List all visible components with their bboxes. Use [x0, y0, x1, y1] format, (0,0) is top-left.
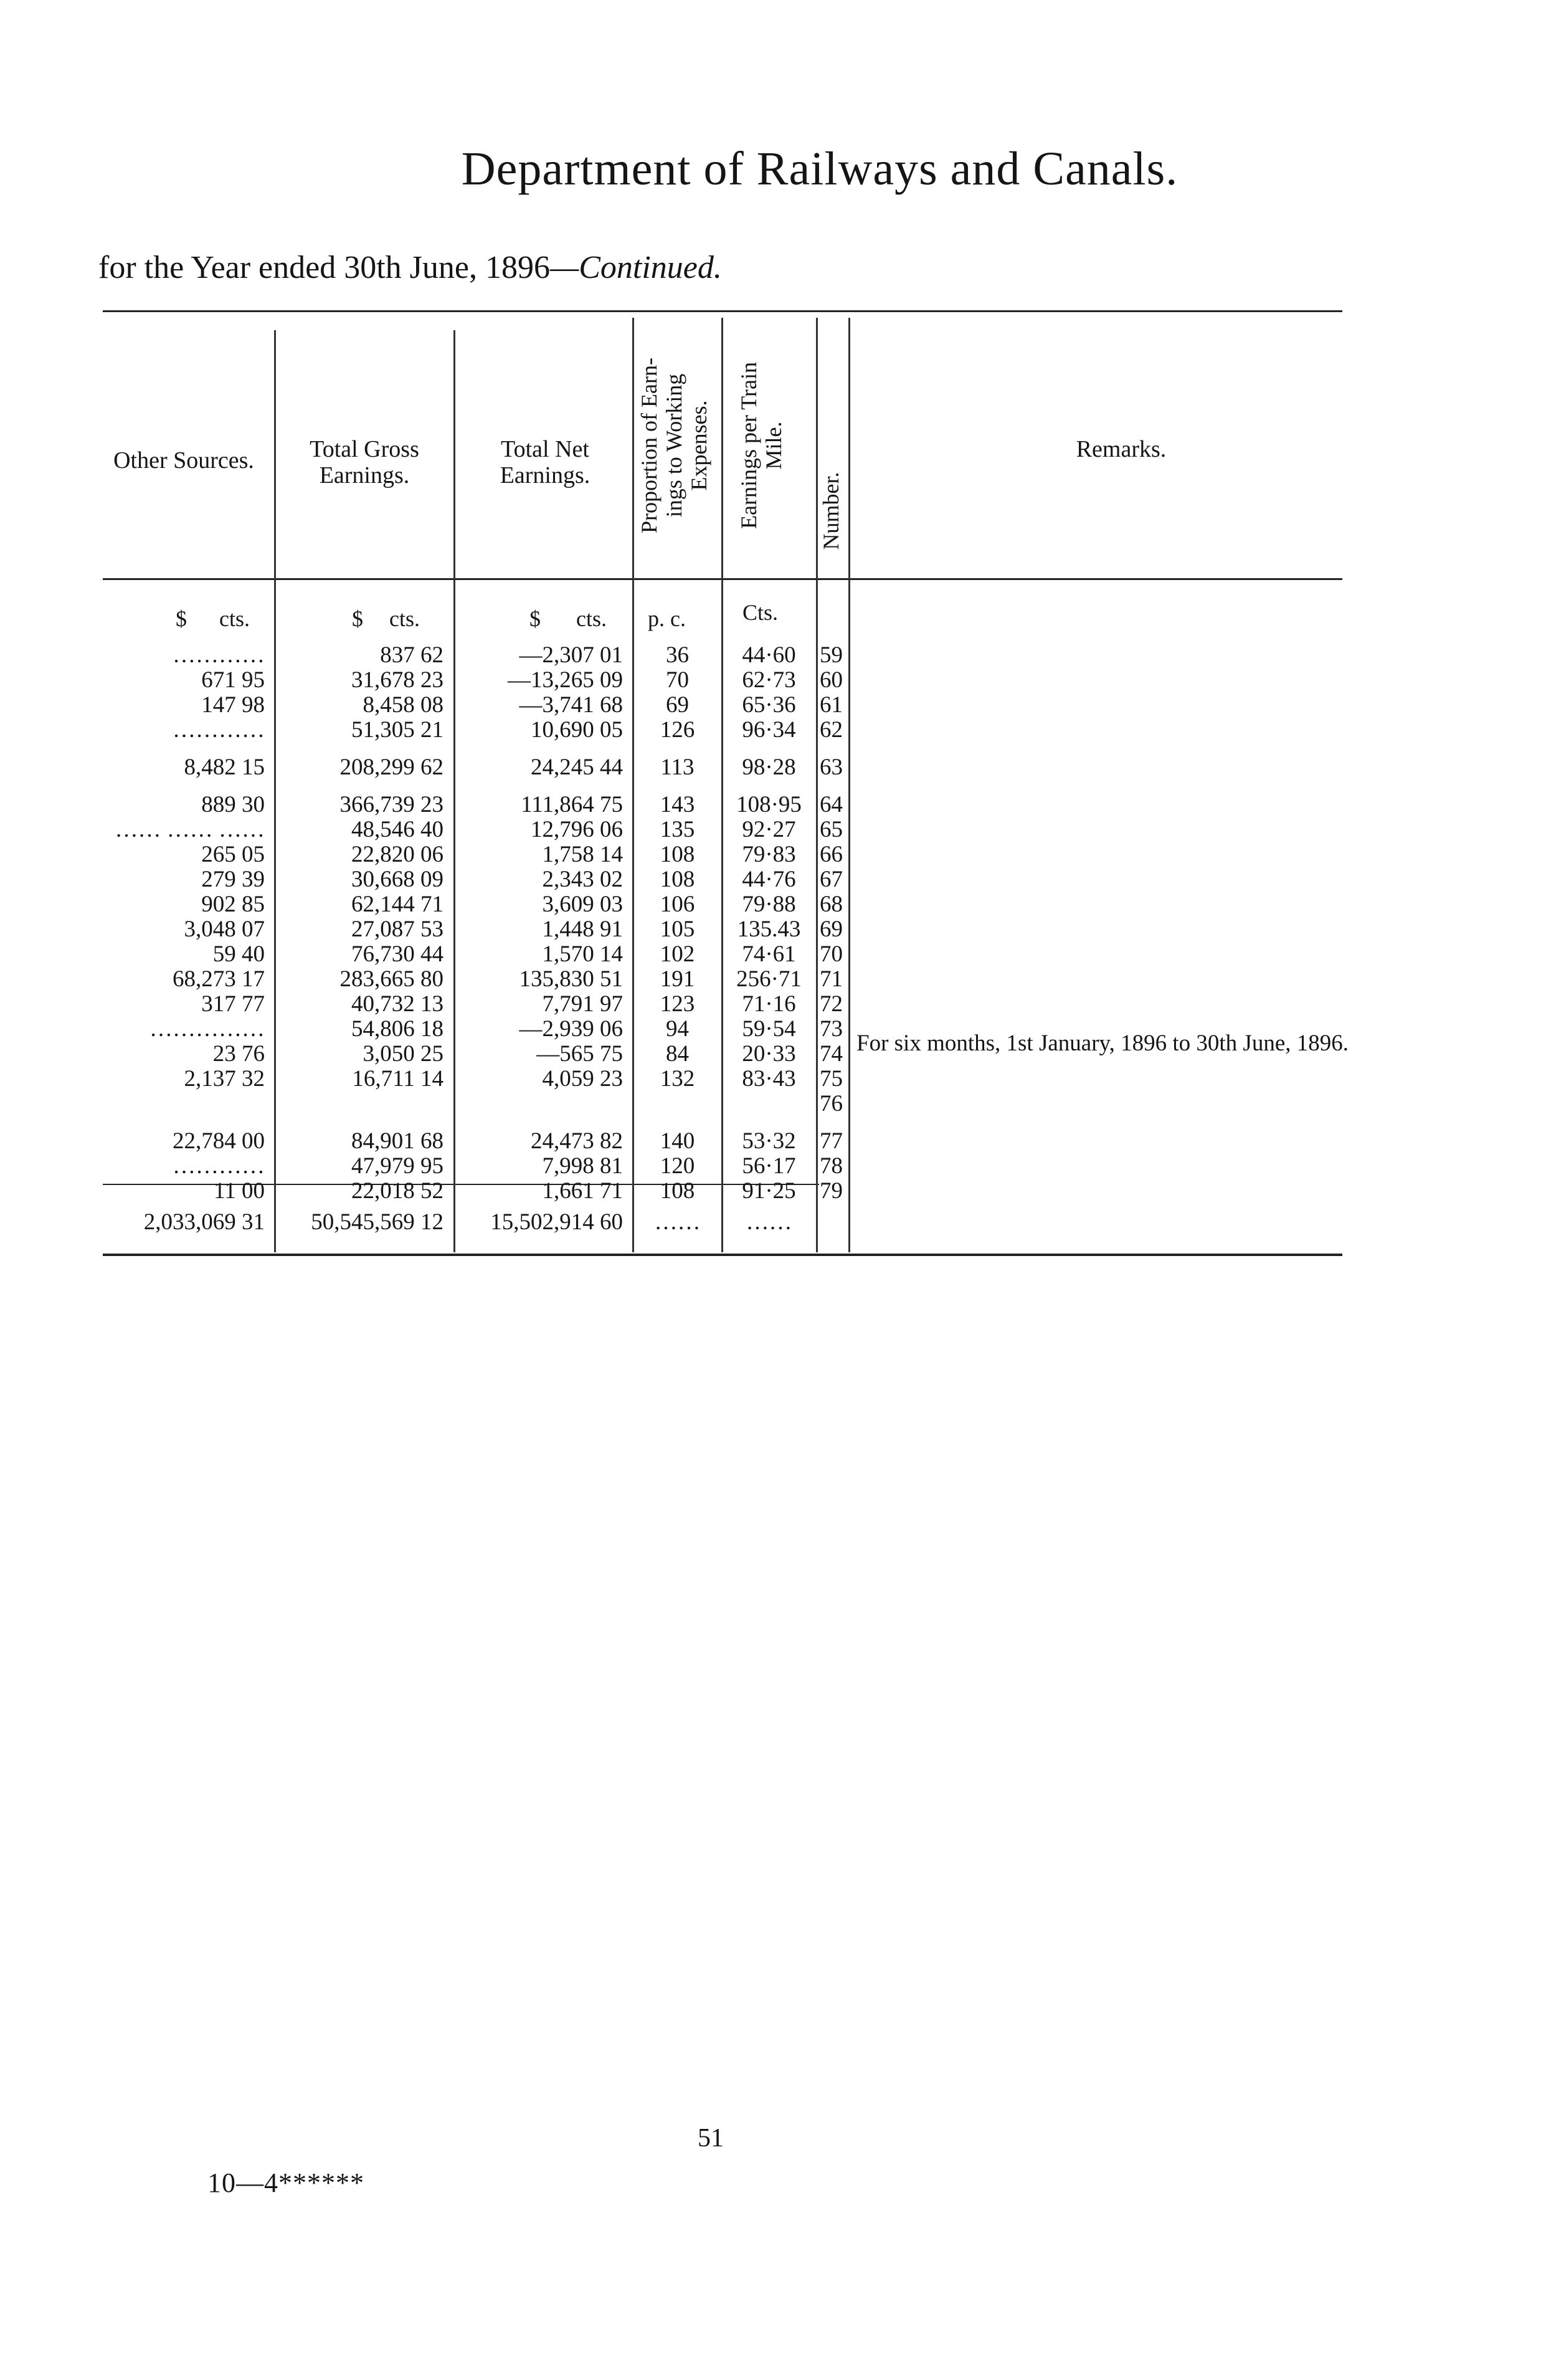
- table-cell-mile: 56·17: [742, 1153, 796, 1179]
- table-cell-net: 24,473 82: [531, 1128, 623, 1154]
- header-per-train-mile-line: Earnings per Train: [736, 362, 761, 529]
- header-remarks: Remarks.: [1076, 436, 1167, 462]
- table-cell-net: 1,758 14: [542, 842, 623, 867]
- table-cell-gross: 16,711 14: [352, 1066, 443, 1092]
- header-proportion-line: ings to Working: [662, 373, 686, 518]
- table-cell-mile: 20·33: [742, 1041, 796, 1067]
- table-cell-net: 4,059 23: [542, 1066, 623, 1092]
- table-cell-num: 61: [820, 692, 843, 718]
- unit-gross-cts: cts.: [389, 606, 420, 631]
- unit-cents: Cts.: [742, 600, 779, 625]
- table-cell-other: 147 98: [201, 692, 265, 718]
- table-cell-num: 78: [820, 1153, 843, 1179]
- table-cell-net: —565 75: [536, 1041, 623, 1067]
- column-total-net: [461, 642, 623, 1204]
- table-cell-gross: 76,730 44: [351, 941, 443, 967]
- subtitle-continued: —Continued.: [549, 250, 722, 285]
- page-subtitle: [98, 249, 722, 286]
- table-cell-num: 72: [820, 991, 843, 1017]
- subtitle-main: for the Year ended 30th June, 1896: [98, 250, 550, 285]
- table-cell-num: 79: [820, 1178, 843, 1204]
- table-cell-mile: 59·54: [742, 1016, 796, 1042]
- table-cell-other: …………: [173, 642, 265, 668]
- unit-other-cts: cts.: [219, 606, 250, 631]
- table-cell-pc: 36: [666, 642, 689, 668]
- total-value: 2,033,069 31: [143, 1209, 265, 1235]
- table-cell-num: 74: [820, 1041, 843, 1067]
- table-cell-gross: 208,299 62: [339, 754, 443, 780]
- table-cell-net: —3,741 68: [519, 692, 623, 718]
- table-cell-other: 279 39: [201, 867, 265, 892]
- remarks-note: For six months, 1st January, 1896 to 30th June, 1896.: [856, 1031, 1349, 1056]
- table-cell-pc: 140: [660, 1128, 695, 1154]
- table-cell-net: —2,939 06: [519, 1016, 623, 1042]
- table-cell-other: 3,048 07: [184, 916, 265, 942]
- table-top-rule: [103, 310, 1342, 312]
- printer-signature: 10—4******: [207, 2168, 364, 2198]
- total-value: ……: [654, 1209, 701, 1235]
- column-per-train-mile: [724, 642, 814, 1204]
- unit-gross-dollar: $: [352, 606, 363, 631]
- unit-net-cts: cts.: [576, 606, 607, 631]
- table-cell-other: 902 85: [201, 892, 265, 917]
- table-cell-num: 71: [820, 966, 843, 992]
- column-number: [820, 642, 851, 1204]
- table-cell-pc: 108: [660, 867, 695, 892]
- table-cell-num: 68: [820, 892, 843, 917]
- column-divider: [816, 318, 818, 1252]
- column-other-sources: [93, 642, 265, 1204]
- table-cell-mile: 71·16: [742, 991, 796, 1017]
- header-proportion-line: Proportion of Earn-: [637, 358, 662, 533]
- table-cell-pc: 69: [666, 692, 689, 718]
- table-cell-gross: 8,458 08: [363, 692, 443, 718]
- table-cell-pc: 84: [666, 1041, 689, 1067]
- table-cell-num: 59: [820, 642, 843, 668]
- table-cell-num: 64: [820, 792, 843, 817]
- table-cell-gross: 366,739 23: [339, 792, 443, 817]
- header-per-train-mile-line: Mile.: [761, 421, 786, 470]
- table-cell-pc: 108: [660, 1178, 695, 1204]
- table-cell-mile: 108·95: [736, 792, 802, 817]
- table-cell-pc: 102: [660, 941, 695, 967]
- table-cell-gross: 283,665 80: [339, 966, 443, 992]
- table-cell-mile: 79·88: [742, 892, 796, 917]
- table-cell-num: 75: [820, 1066, 843, 1092]
- table-cell-other: 23 76: [212, 1041, 265, 1067]
- table-cell-mile: 96·34: [742, 717, 796, 743]
- table-cell-num: 77: [820, 1128, 843, 1154]
- unit-net-dollar: $: [529, 606, 541, 631]
- table-cell-pc: 105: [660, 916, 695, 942]
- table-cell-gross: 837 62: [380, 642, 443, 668]
- table-cell-gross: 3,050 25: [363, 1041, 443, 1067]
- table-cell-pc: 106: [660, 892, 695, 917]
- table-cell-mile: 53·32: [742, 1128, 796, 1154]
- table-cell-gross: 51,305 21: [351, 717, 443, 743]
- table-cell-gross: 22,018 52: [351, 1178, 443, 1204]
- table-cell-num: 73: [820, 1016, 843, 1042]
- table-cell-net: —2,307 01: [519, 642, 623, 668]
- table-bottom-rule: [103, 1254, 1342, 1256]
- table-cell-mile: 92·27: [742, 817, 796, 842]
- table-cell-pc: 126: [660, 717, 695, 743]
- header-other-sources: Other Sources.: [113, 447, 254, 474]
- table-cell-mile: 256·71: [736, 966, 802, 992]
- table-cell-pc: 70: [666, 667, 689, 693]
- table-cell-pc: 94: [666, 1016, 689, 1042]
- column-total-gross: [280, 642, 443, 1204]
- table-cell-pc: 113: [660, 754, 695, 780]
- table-cell-net: 1,661 71: [542, 1178, 623, 1204]
- table-cell-other: 11 00: [214, 1178, 265, 1204]
- table-cell-other: 8,482 15: [184, 754, 265, 780]
- table-cell-net: 111,864 75: [521, 792, 623, 817]
- page-title: Department of Railways and Canals.: [461, 143, 1178, 195]
- table-cell-other: 2,137 32: [184, 1066, 265, 1092]
- table-cell-other: …… …… ……: [115, 817, 265, 842]
- table-cell-num: 62: [820, 717, 843, 743]
- table-cell-net: 135,830 51: [519, 966, 623, 992]
- table-cell-net: 1,448 91: [542, 916, 623, 942]
- table-cell-net: 24,245 44: [531, 754, 623, 780]
- table-cell-num: 67: [820, 867, 843, 892]
- table-cell-gross: 31,678 23: [351, 667, 443, 693]
- table-cell-pc: 123: [660, 991, 695, 1017]
- table-cell-pc: 132: [660, 1066, 695, 1092]
- table-cell-other: 68,273 17: [173, 966, 265, 992]
- table-cell-other: 59 40: [212, 941, 265, 967]
- table-cell-gross: 27,087 53: [351, 916, 443, 942]
- table-cell-mile: 44·60: [742, 642, 796, 668]
- table-cell-net: 7,998 81: [542, 1153, 623, 1179]
- total-value: 15,502,914 60: [490, 1209, 623, 1235]
- table-cell-pc: 135: [660, 817, 695, 842]
- table-cell-net: —13,265 09: [508, 667, 623, 693]
- table-cell-num: 63: [820, 754, 843, 780]
- table-cell-mile: 79·83: [742, 842, 796, 867]
- table-cell-mile: 62·73: [742, 667, 796, 693]
- table-cell-other: 889 30: [201, 792, 265, 817]
- table-cell-other: 22,784 00: [173, 1128, 265, 1154]
- table-cell-num: 65: [820, 817, 843, 842]
- header-number: Number.: [818, 472, 843, 550]
- table-cell-net: 3,609 03: [542, 892, 623, 917]
- table-cell-other: 317 77: [201, 991, 265, 1017]
- table-cell-gross: 22,820 06: [351, 842, 443, 867]
- table-cell-gross: 47,979 95: [351, 1153, 443, 1179]
- table-cell-mile: 91·25: [742, 1178, 796, 1204]
- table-cell-net: 10,690 05: [531, 717, 623, 743]
- table-cell-mile: 74·61: [742, 941, 796, 967]
- table-cell-net: 1,570 14: [542, 941, 623, 967]
- column-proportion: [635, 642, 719, 1204]
- table-cell-pc: 191: [660, 966, 695, 992]
- table-cell-pc: 120: [660, 1153, 695, 1179]
- header-per-train-mile: [736, 324, 786, 567]
- table-cell-net: 7,791 97: [542, 991, 623, 1017]
- table-cell-gross: 54,806 18: [351, 1016, 443, 1042]
- page-number: 51: [698, 2124, 724, 2153]
- table-cell-net: 2,343 02: [542, 867, 623, 892]
- table-cell-gross: 30,668 09: [351, 867, 443, 892]
- table-cell-mile: 135.43: [737, 916, 801, 942]
- header-proportion-line: Expenses.: [686, 400, 711, 491]
- table-cell-other: 671 95: [201, 667, 265, 693]
- table-cell-gross: 48,546 40: [351, 817, 443, 842]
- table-cell-gross: 62,144 71: [351, 892, 443, 917]
- total-value: ……: [746, 1209, 792, 1235]
- column-divider: [721, 318, 723, 1252]
- table-cell-mile: 44·76: [742, 867, 796, 892]
- table-cell-pc: 143: [660, 792, 695, 817]
- total-value: 50,545,569 12: [311, 1209, 443, 1235]
- table-cell-num: 69: [820, 916, 843, 942]
- table-cell-pc: 108: [660, 842, 695, 867]
- table-cell-num: 60: [820, 667, 843, 693]
- unit-other-dollar: $: [176, 606, 187, 631]
- table-cell-num: 66: [820, 842, 843, 867]
- table-cell-other: 265 05: [201, 842, 265, 867]
- column-divider: [274, 330, 276, 1252]
- table-cell-num: 76: [820, 1091, 843, 1116]
- header-total-net: Total Net Earnings.: [500, 436, 590, 488]
- table-cell-other: ……………: [149, 1016, 265, 1042]
- table-cell-mile: 98·28: [742, 754, 796, 780]
- table-cell-other: …………: [173, 1153, 265, 1179]
- table-cell-gross: 84,901 68: [351, 1128, 443, 1154]
- table-cell-net: 12,796 06: [531, 817, 623, 842]
- unit-percent: p. c.: [648, 606, 686, 631]
- table-cell-mile: 65·36: [742, 692, 796, 718]
- header-proportion: [637, 324, 711, 567]
- table-cell-other: …………: [173, 717, 265, 743]
- header-total-gross: Total Gross Earnings.: [310, 436, 419, 488]
- table-cell-gross: 40,732 13: [351, 991, 443, 1017]
- table-cell-mile: 83·43: [742, 1066, 796, 1092]
- table-cell-num: 70: [820, 941, 843, 967]
